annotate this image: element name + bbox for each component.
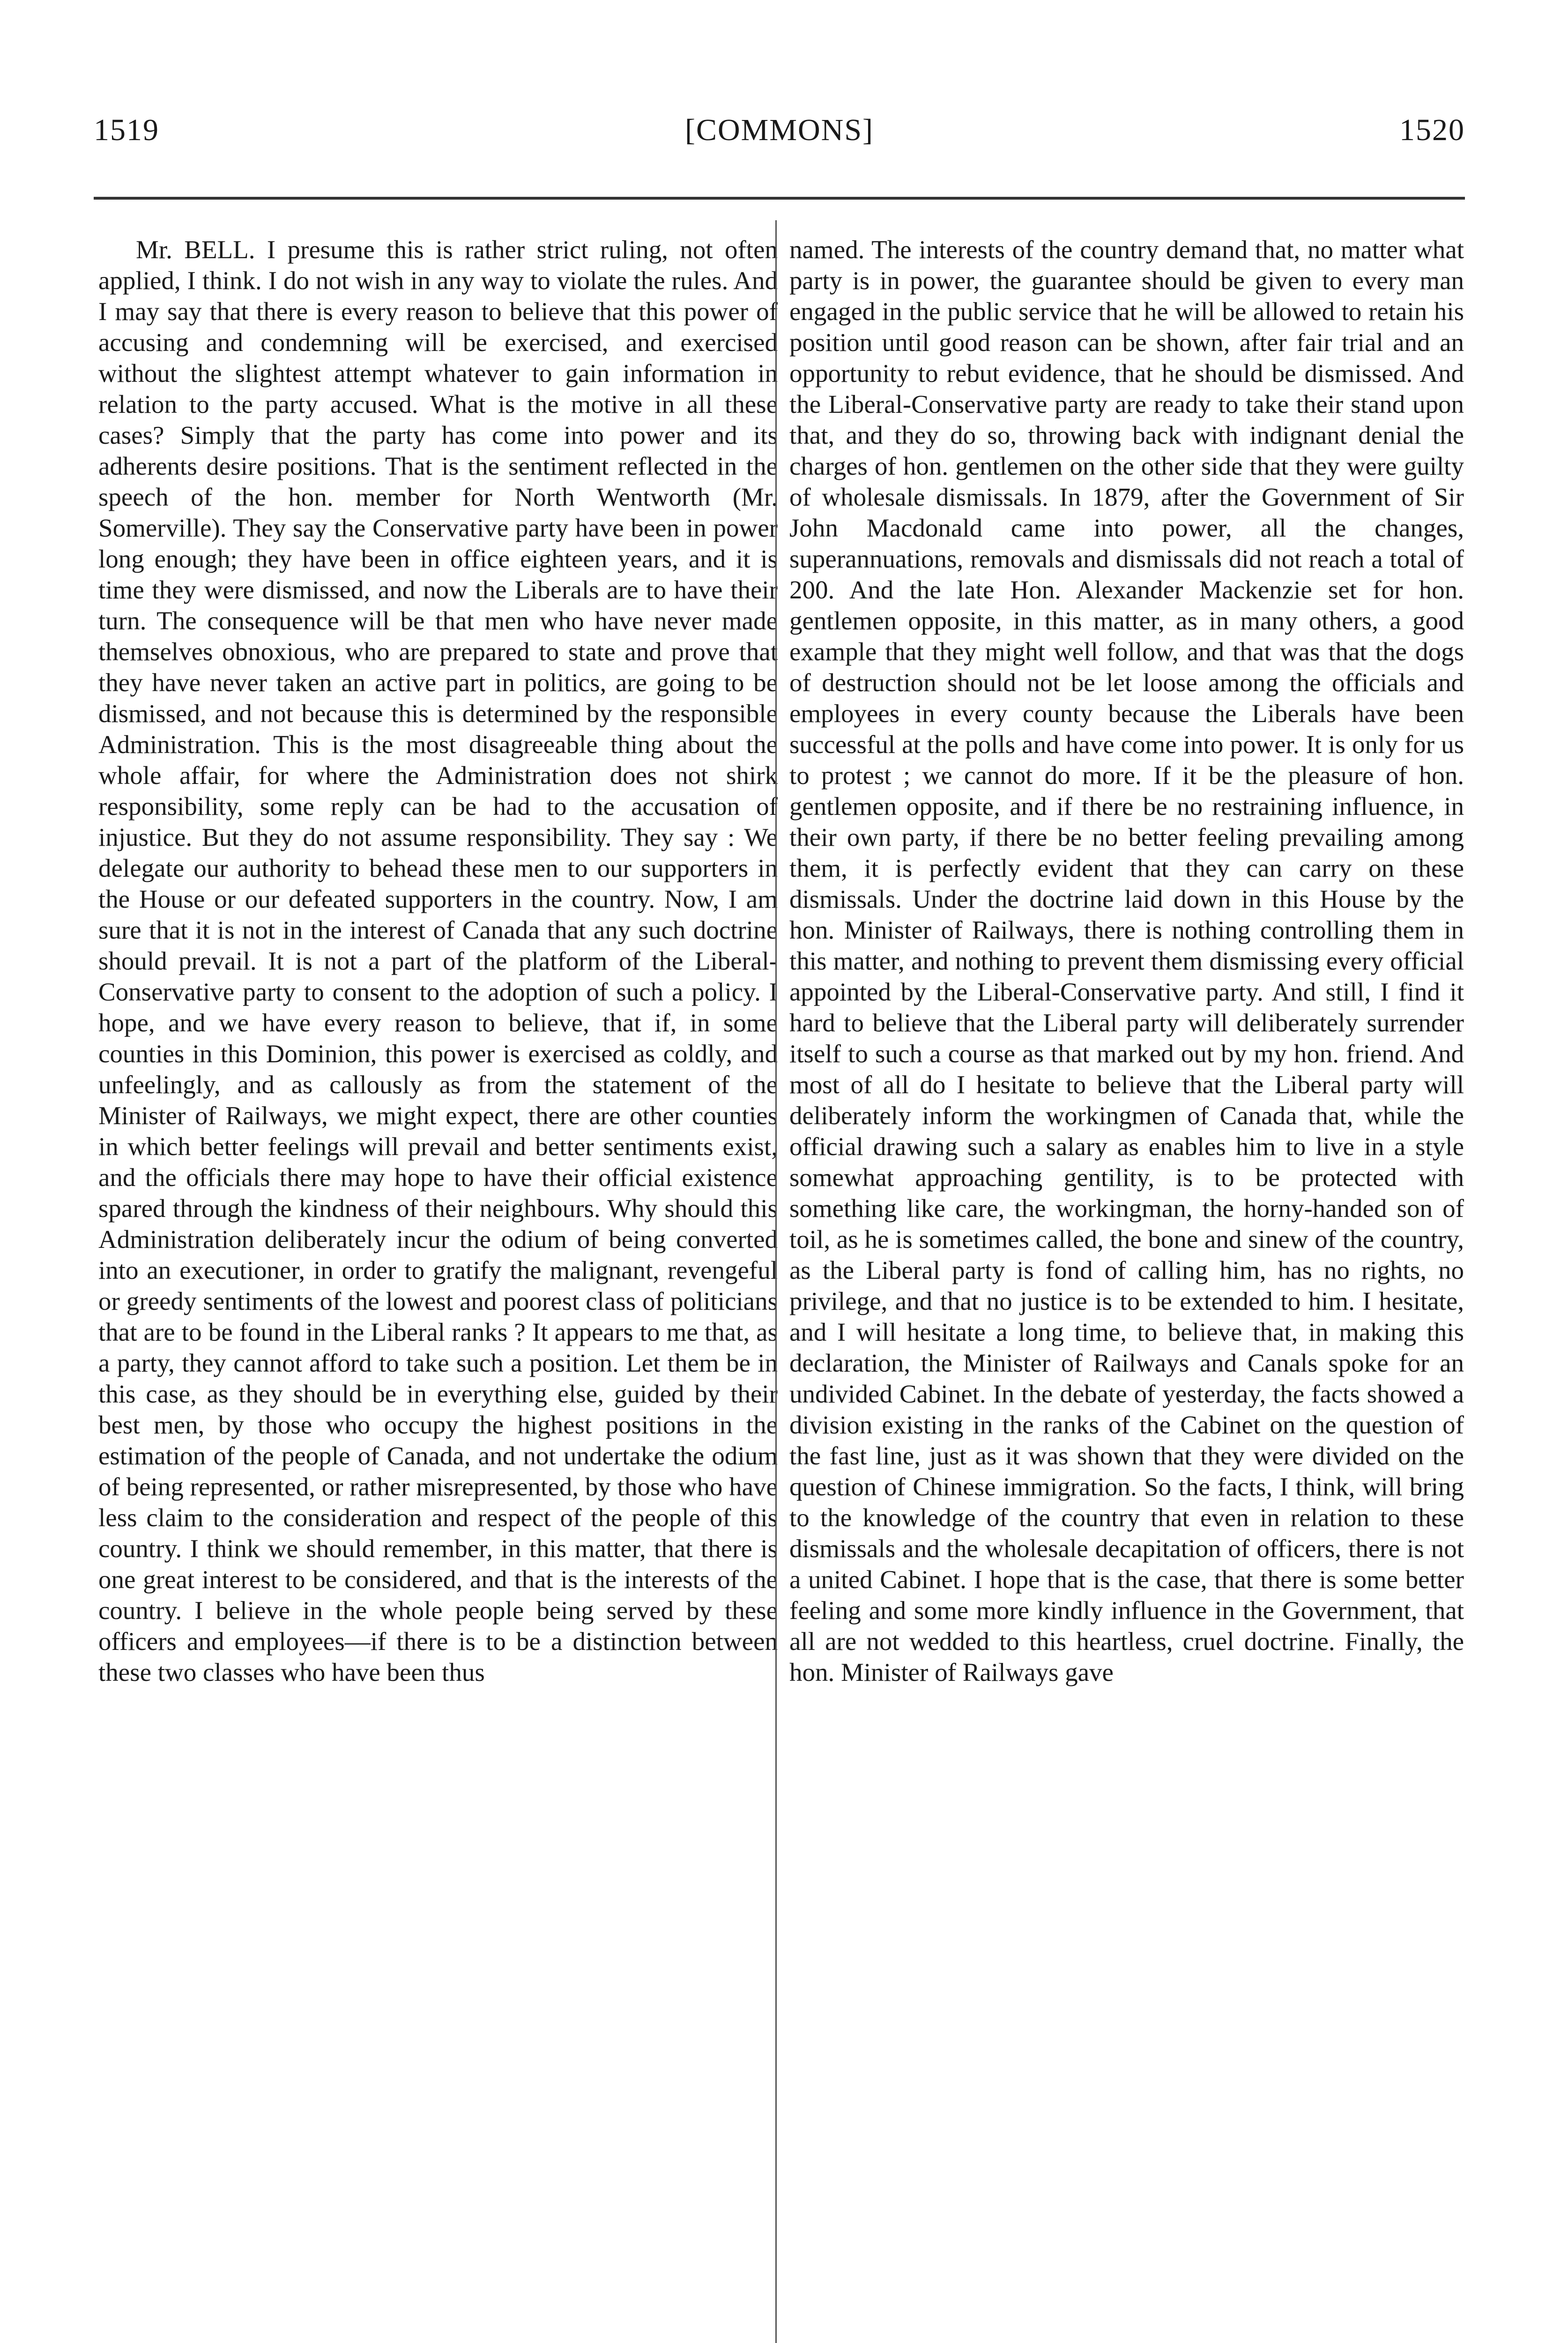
paragraph: Mr. BELL. I presume this is rather strict ruling, not often applied, I think. I do not wish in any way to violate the rules. And I may say that there is every reason to believe that this power of accusing and condemning will be exercised, and exercised without the slightest attempt whatever to gain information in relation to the party accused. What is the motive in all these cases? Simply that the party has come into power and its adherents desire positions. That is the sentiment reflected in the speech of the hon. member for North Wentworth (Mr. Somerville). They say the Conservative party have been in power long enough; they have been in office eighteen years, and it is time they were dismissed, and now the Liberals are to have their turn. The consequence will be that men who have never made themselves obnoxious, who are prepared to state and prove that they have never taken an active part in politics, are going to be dismissed, and not because this is determined by the responsible Administration. This is the most disagreeable thing about the whole affair, for where the Administration does not shirk responsibility, some reply can be had to the accusation of injustice. But they do not assume responsibility. They say : We delegate our authority to behead these men to our supporters in the House or our defeated supporters in the country. Now, I am sure that it is not in the interest of Canada that any such doctrine should prevail. It is not a part of the platform of the Liberal-Conservative party to consent to the adoption of such a policy. I hope, and we have every reason to believe, that if, in some counties in this Dominion, this power is exercised as coldly, and unfeelingly, and as callously as from the statement of the Minister of Railways, we might expect, there are other counties in which better feelings will prevail and better sentiments exist, and the officials there may hope to have their official existence spared through the kindness of their neighbours. Why should this Administration deliberately incur the odium of being converted into an executioner, in order to gratify the malignant, revengeful or greedy sentiments of the lowest and poorest class of politicians that are to be found in the Liberal ranks ? It appears to me that, as a party, they cannot afford to take such a position. Let them be in this case, as they should be in everything else, guided by their best men, by those who occupy the highest positions in the estimation of the people of Canada, and not undertake the odium of being represented, or rather misrepresented, by those who have less claim to the consideration and respect of the people of this country. I think we should remember, in this matter, that there is one great interest to be considered, and that is the interests of the country. I believe in the whole people being served by these officers and employees—if there is to be a distinction between these two classes who have been thus [98,235,778,1686]
column-divider [775,220,777,2343]
page-number-left: 1519 [94,113,159,147]
right-column [789,234,1464,1688]
header-rule [94,197,1465,200]
page-title: [COMMONS] [684,113,874,147]
left-column [98,234,778,1688]
page-header [94,112,1465,164]
page-number-right: 1520 [1399,113,1465,147]
paragraph: named. The interests of the country demand that, no matter what party is in power, the guarantee should be given to every man engaged in the public service that he will be allowed to retain his position until good reason can be shown, after fair trial and an opportunity to rebut evidence, that he should be dismissed. And the Liberal-Conservative party are ready to take their stand upon that, and they do so, throwing back with indignant denial the charges of hon. gentlemen on the other side that they were guilty of wholesale dismissals. In 1879, after the Government of Sir John Macdonald came into power, all the changes, superannuations, removals and dismissals did not reach a total of 200. And the late Hon. Alexander Mackenzie set for hon. gentlemen opposite, in this matter, as in many others, a good example that they might well follow, and that was that the dogs of destruction should not be let loose among the officials and employees in every county because the Liberals have been successful at the polls and have come into power. It is only for us to protest ; we cannot do more. If it be the pleasure of hon. gentlemen opposite, and if there be no restraining influence, in their own party, if there be no better feeling prevailing among them, it is perfectly evident that they can carry on these dismissals. Under the doctrine laid down in this House by the hon. Minister of Railways, there is nothing controlling them in this matter, and nothing to prevent them dismissing every official appointed by the Liberal-Conservative party. And still, I find it hard to believe that the Liberal party will deliberately surrender itself to such a course as that marked out by my hon. friend. And most of all do I hesitate to believe that the Liberal party will deliberately inform the workingmen of Canada that, while the official drawing such a salary as enables him to live in a style somewhat approaching gentility, is to be protected with something like care, the workingman, the horny-handed son of toil, as he is sometimes called, the bone and sinew of the country, as the Liberal party is fond of calling him, has no rights, no privilege, and that no justice is to be extended to him. I hesitate, and I will hesitate a long time, to believe that, in making this declaration, the Minister of Railways and Canals spoke for an undivided Cabinet. In the debate of yesterday, the facts showed a division existing in the ranks of the Cabinet on the question of the fast line, just as it was shown that they were divided on the question of Chinese immigration. So the facts, I think, will bring to the knowledge of the country that even in relation to these dismissals and the wholesale decapitation of officers, there is not a united Cabinet. I hope that is the case, that there is some better feeling and some more kindly influence in the Government, that all are not wedded to this heartless, cruel doctrine. Finally, the hon. Minister of Railways gave [789,235,1464,1686]
